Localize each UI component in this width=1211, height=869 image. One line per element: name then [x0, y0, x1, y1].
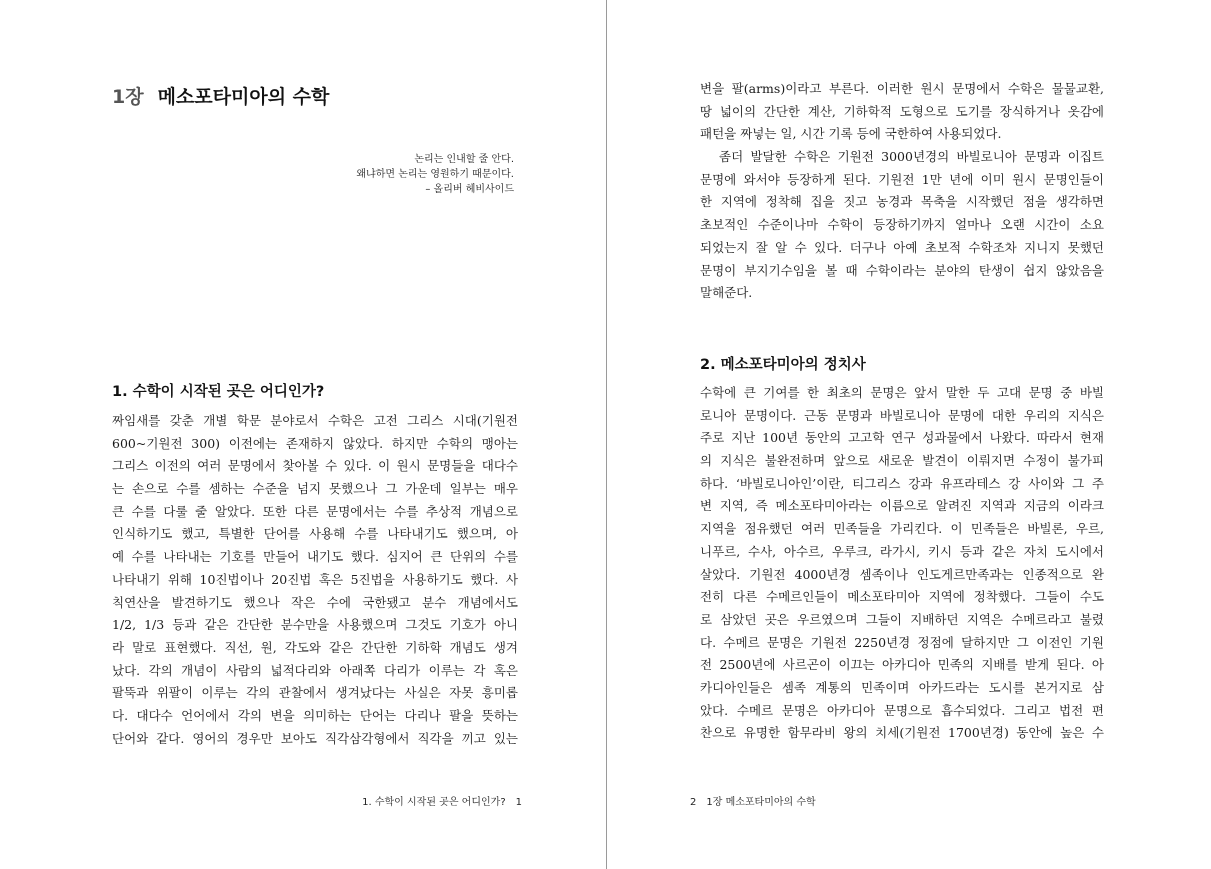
text-line: 찬으로 유명한 함무라비 왕의 치세(기원전 1700년경) 동안에 높은 수	[700, 725, 1104, 741]
body-text-right-section	[700, 382, 1104, 745]
epigraph-line: 왜냐하면 논리는 영원하기 때문이다.	[356, 169, 514, 180]
text-line: 좀더 발달한 수학은 기원전 3000년경의 바빌로니아 문명과 이집트	[719, 149, 1104, 165]
text-line: 짜임새를 갖춘 개별 학문 분야로서 수학은 고전 그리스 시대(기원전	[112, 413, 518, 428]
epigraph-attribution: – 올리버 헤비사이드	[425, 184, 514, 195]
chapter-title-text: 메소포타미아의 수학	[157, 86, 330, 108]
section-heading-1: 1. 수학이 시작된 곳은 어디인가?	[112, 384, 325, 400]
text-line: 문명에 와서야 등장하게 된다. 기원전 1만 년에 이미 원시 문명인들이	[700, 171, 1104, 187]
text-line: 땅 넓이의 간단한 계산, 기하학적 도형으로 도기를 장식하거나 옷감에	[700, 103, 1104, 119]
text-line: 로니아 문명이다. 근동 문명과 바빌로니아 문명에 대한 우리의 지식은	[700, 407, 1104, 423]
text-line: 인식하기도 했고, 특별한 단어를 사용해 수를 나타내기도 했으며, 아	[112, 526, 518, 542]
chapter-title	[112, 82, 329, 109]
page-number: 2	[690, 797, 697, 808]
text-line: 예 수를 나타내는 기호를 만들어 내기도 했다. 심지어 큰 단위의 수를	[112, 549, 518, 565]
text-line: 초보적인 수준이나마 수학이 등장하기까지 얼마나 오랜 시간이 소요	[700, 217, 1104, 233]
epigraph	[356, 152, 514, 197]
text-line: 단어와 같다. 영어의 경우만 보아도 직각삼각형에서 직각을 끼고 있는	[112, 730, 518, 746]
text-line: 문명이 부지기수임을 볼 때 수학이라는 분야의 탄생이 쉽지 않았음을	[700, 262, 1104, 278]
epigraph-line: 논리는 인내할 줄 안다.	[414, 154, 514, 165]
right-page	[607, 0, 1211, 869]
section-heading-2: 2. 메소포타미아의 정치사	[700, 357, 866, 373]
text-line: 지역을 점유했던 여러 민족들을 가리킨다. 이 민족들은 바빌론, 우르,	[700, 521, 1104, 537]
text-line: 았다. 수메르 문명은 아카디아 문명으로 흡수되었다. 그리고 법전 편	[700, 702, 1104, 718]
text-line: 패턴을 짜넣는 일, 시간 기록 등에 국한하여 사용되었다.	[700, 126, 1002, 142]
text-line: 600~기원전 300) 이전에는 존재하지 않았다. 하지만 수학의 맹아는	[112, 435, 518, 451]
text-line: 수학에 큰 기여를 한 최초의 문명은 앞서 말한 두 고대 문명 중 바빌	[700, 385, 1104, 400]
text-line: 전 2500년에 사르곤이 이끄는 아카디아 민족의 지배를 받게 된다. 아	[700, 657, 1104, 673]
text-line: 말해준다.	[700, 285, 753, 301]
text-line: 큰 수를 다룰 줄 알았다. 또한 다른 문명에서는 수를 추상적 개념으로	[112, 503, 518, 519]
page-number: 1	[515, 797, 522, 808]
text-line: 한 지역에 정착해 집을 짓고 농경과 목축을 시작했던 점을 생각하면	[700, 194, 1104, 210]
running-header: 1. 수학이 시작된 곳은 어디인가?	[362, 797, 506, 808]
text-line: 다. 수메르 문명은 기원전 2250년경 정점에 달하지만 그 이전인 기원	[700, 634, 1104, 650]
text-line: 라 말로 표현했다. 직선, 원, 각도와 같은 간단한 기하학 개념도 생겨	[112, 639, 518, 655]
text-line: 칙연산을 발견하기도 했으나 작은 수에 국한됐고 분수 개념에서도	[112, 594, 518, 610]
text-line: 는 손으로 수를 셈하는 수준을 넘지 못했으나 그 가운데 일부는 매우	[112, 481, 518, 497]
text-line: 카디아인들은 셈족 계통의 민족이며 아카드라는 도시를 본거지로 삼	[700, 679, 1104, 695]
text-line: 니푸르, 수사, 아수르, 우루크, 라가시, 키시 등과 같은 자치 도시에서	[700, 543, 1104, 559]
text-line: 살았다. 기원전 4000년경 셈족이나 인도게르만족과는 인종적으로 완	[700, 566, 1104, 582]
text-line: 되었는지 잘 알 수 있다. 더구나 아예 초보적 수학조차 지니지 못했던	[700, 239, 1104, 255]
text-line: 변을 팔(arms)이라고 부른다. 이러한 원시 문명에서 수학은 물물교환,	[700, 81, 1104, 96]
footer-right	[680, 793, 816, 808]
text-line: 의 지식은 불완전하며 앞으로 새로운 발견이 이뤄지면 수정이 불가피	[700, 453, 1104, 469]
body-text-left	[112, 410, 518, 750]
running-header: 1장 메소포타미아의 수학	[706, 797, 816, 808]
text-line: 그리스 이전의 여러 문명에서 찾아볼 수 있다. 이 원시 문명들을 대다수	[112, 458, 518, 474]
body-text-right-top	[700, 78, 1104, 305]
text-line: 변 지역, 즉 메소포타미아라는 이름으로 알려진 지역과 지금의 이라크	[700, 498, 1104, 514]
text-line: 팔뚝과 위팔이 이루는 각의 관찰에서 생겨났다는 사실은 자못 흥미롭	[112, 685, 518, 701]
text-line: 로 삼았던 곳은 우르였으며 그들이 지배하던 지역은 수메르라고 불렸	[700, 611, 1104, 627]
text-line: 났다. 각의 개념이 사람의 넓적다리와 아래쪽 다리가 이루는 각 혹은	[112, 662, 518, 678]
text-line: 1/2, 1/3 등과 같은 간단한 분수만을 사용했으며 그것도 기호가 아니	[112, 617, 518, 633]
text-line: 나타내기 위해 10진법이나 20진법 혹은 5진법을 사용하기도 했다. 사	[112, 571, 518, 587]
chapter-number: 1장	[112, 86, 144, 108]
text-line: 다. 대다수 언어에서 각의 변을 의미하는 단어는 다리나 팔을 뜻하는	[112, 707, 518, 723]
footer-left	[362, 793, 532, 808]
text-line: 전히 다른 수메르인들이 메소포타미아 지역에 정착했다. 그들이 수도	[700, 589, 1104, 605]
text-line: 주로 지난 100년 동안의 고고학 연구 성과물에서 나왔다. 따라서 현재	[700, 430, 1104, 446]
text-line: 하다. ‘바빌로니아인’이란, 티그리스 강과 유프라테스 강 사이와 그 주	[700, 475, 1104, 491]
